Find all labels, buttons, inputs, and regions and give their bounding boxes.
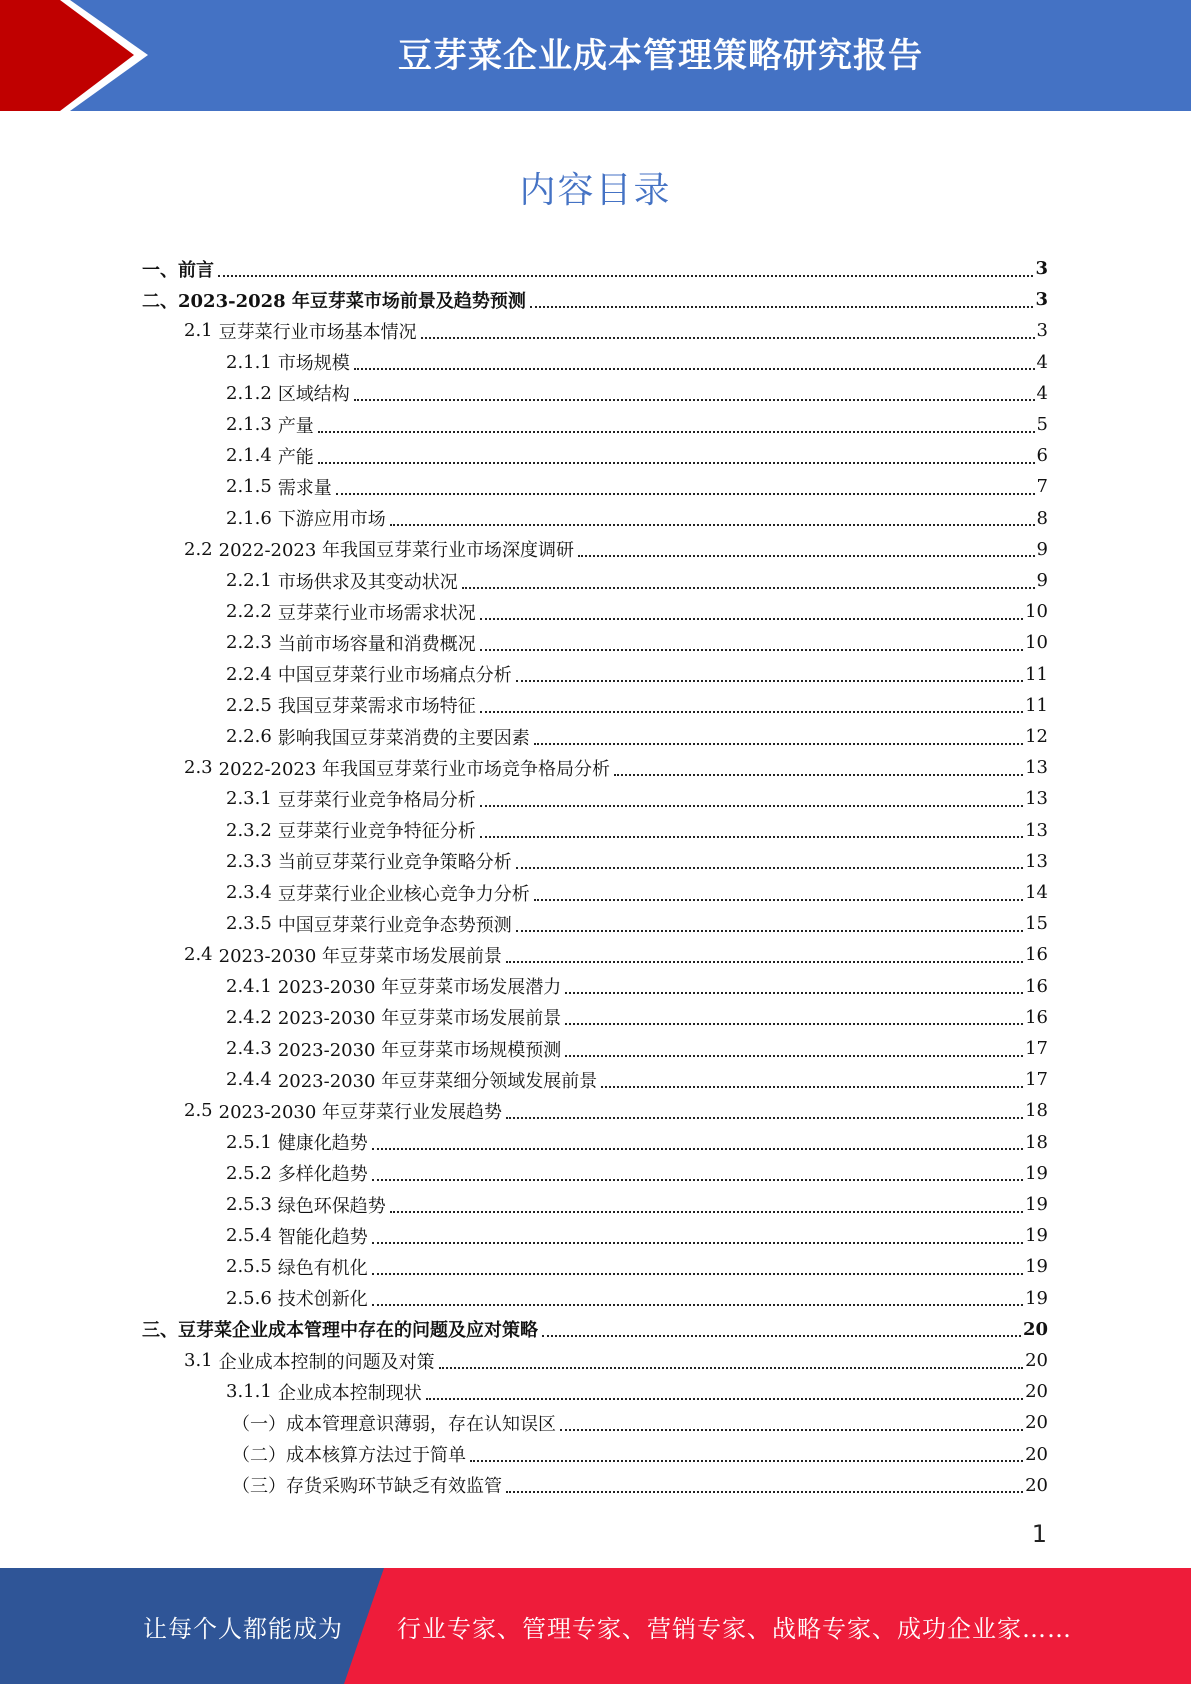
toc-entry-page: 18 xyxy=(1025,1100,1048,1122)
toc-entry-label: 成本核算方法过于简单 xyxy=(286,1445,466,1467)
toc-entry[interactable] xyxy=(226,846,1048,877)
toc-entry-number: 2.5.2 xyxy=(226,1162,272,1184)
toc-entry[interactable] xyxy=(226,378,1048,409)
toc-leader-dots xyxy=(439,1367,1023,1369)
toc-entry[interactable] xyxy=(232,1470,1048,1501)
toc-entry-page: 8 xyxy=(1036,507,1048,529)
toc-entry-page: 14 xyxy=(1025,882,1048,903)
toc-entry-number: 2.5.5 xyxy=(226,1256,272,1278)
toc-entry-page: 6 xyxy=(1036,445,1048,467)
toc-entry[interactable] xyxy=(226,971,1048,1002)
toc-entry-number: 2.4.2 xyxy=(226,1006,272,1028)
toc-entry-label: 中国豆芽菜行业市场痛点分析 xyxy=(277,665,512,687)
toc-entry-number: 2.4.3 xyxy=(226,1038,272,1059)
toc-entry[interactable] xyxy=(226,1283,1048,1314)
toc-entry-page: 13 xyxy=(1025,819,1048,841)
toc-leader-dots xyxy=(318,462,1035,464)
toc-entry-label: 豆芽菜行业竞争格局分析 xyxy=(277,789,476,811)
toc-entry[interactable] xyxy=(226,347,1048,378)
footer-slogan-right: 行业专家、管理专家、营销专家、战略专家、成功企业家…… xyxy=(397,1614,1072,1643)
toc-entry-label: 企业成本控制的问题及对策 xyxy=(218,1351,435,1373)
toc-leader-dots xyxy=(462,587,1035,589)
toc-entry-label: 需求量 xyxy=(277,477,332,499)
toc-leader-dots xyxy=(372,1148,1023,1150)
toc-entry-label: 区域结构 xyxy=(277,384,350,406)
toc-leader-dots xyxy=(318,431,1035,433)
toc-entry-number: 2.2.2 xyxy=(226,601,272,623)
toc-entry[interactable] xyxy=(226,596,1048,627)
toc-entry-number: （三） xyxy=(232,1476,286,1498)
toc-entry-number: 二、 xyxy=(142,290,178,312)
toc-entry-label: 豆芽菜行业竞争特征分析 xyxy=(277,821,476,843)
toc-leader-dots xyxy=(530,306,1034,308)
toc-leader-dots xyxy=(516,867,1023,869)
toc-entry[interactable] xyxy=(226,565,1048,596)
toc-entry-number: 2.5.3 xyxy=(226,1194,272,1215)
toc-entry-number: 2.3.2 xyxy=(226,819,272,841)
toc-entry[interactable] xyxy=(226,1002,1048,1033)
toc-entry-page: 19 xyxy=(1025,1287,1048,1309)
toc-leader-dots xyxy=(534,899,1023,901)
toc-entry-page: 20 xyxy=(1025,1381,1048,1403)
toc-entry-number: 2.2.4 xyxy=(226,663,272,685)
toc-entry-number: 2.1.1 xyxy=(226,351,272,373)
toc-entry-label: 绿色有机化 xyxy=(277,1257,368,1279)
toc-entry-label: 前言 xyxy=(178,259,214,281)
toc-heading: 内容目录 xyxy=(519,170,672,211)
toc-entry-label: 技术创新化 xyxy=(277,1289,368,1311)
toc-entry-page: 3 xyxy=(1036,320,1048,342)
toc-leader-dots xyxy=(578,555,1034,557)
toc-entry[interactable] xyxy=(226,1220,1048,1251)
toc-entry-label: 2022-2023 年我国豆芽菜行业市场深度调研 xyxy=(218,540,575,562)
toc-leader-dots xyxy=(470,1460,1023,1462)
toc-leader-dots xyxy=(614,774,1023,776)
toc-entry-number: 2.3.5 xyxy=(226,913,272,935)
toc-entry-number: 2.1.3 xyxy=(226,414,272,435)
toc-entry-page: 19 xyxy=(1025,1194,1048,1215)
toc-entry-label: 当前市场容量和消费概况 xyxy=(277,633,476,655)
toc-entry[interactable] xyxy=(226,1033,1048,1064)
toc-entry-number: 2.2.5 xyxy=(226,694,272,716)
toc-entry[interactable] xyxy=(226,783,1048,814)
toc-leader-dots xyxy=(565,1055,1023,1057)
toc-entry-label: 我国豆芽菜需求市场特征 xyxy=(277,696,476,718)
toc-entry-number: 2.2.3 xyxy=(226,632,272,654)
toc-entry-page: 20 xyxy=(1025,1350,1048,1371)
toc-entry-page: 3 xyxy=(1035,258,1048,279)
toc-entry-label: 2023-2030 年豆芽菜市场发展前景 xyxy=(277,1008,562,1030)
toc-entry[interactable] xyxy=(226,659,1048,690)
toc-entry[interactable] xyxy=(142,284,1048,315)
toc-entry-number: 一、 xyxy=(142,259,178,281)
toc-entry-label: 豆芽菜企业成本管理中存在的问题及应对策略 xyxy=(178,1320,538,1342)
toc-entry-label: 产量 xyxy=(277,415,314,437)
toc-entry[interactable] xyxy=(226,471,1048,502)
toc-entry-page: 4 xyxy=(1036,382,1048,404)
toc-entry[interactable] xyxy=(226,1127,1048,1158)
toc-leader-dots xyxy=(506,1117,1023,1119)
toc-entry[interactable] xyxy=(232,1439,1048,1470)
toc-entry[interactable] xyxy=(184,534,1048,565)
toc-entry-number: 2.2.1 xyxy=(226,570,272,591)
toc-leader-dots xyxy=(372,1242,1023,1244)
toc-entry-label: 健康化趋势 xyxy=(277,1133,368,1155)
toc-entry-label: 2023-2030 年豆芽菜市场规模预测 xyxy=(277,1039,562,1061)
toc-entry-page: 13 xyxy=(1025,788,1048,810)
toc-entry-label: 豆芽菜行业市场基本情况 xyxy=(218,321,417,343)
toc-entry[interactable] xyxy=(226,690,1048,721)
toc-entry-label: 企业成本控制现状 xyxy=(277,1382,422,1404)
toc-entry-page: 3 xyxy=(1035,289,1048,311)
footer-banner xyxy=(0,1568,1191,1684)
toc-entry-number: 2.1 xyxy=(184,320,213,342)
toc-entry-page: 15 xyxy=(1025,913,1048,935)
toc-leader-dots xyxy=(480,805,1023,807)
toc-entry-page: 9 xyxy=(1036,570,1048,591)
toc-entry[interactable] xyxy=(226,1158,1048,1189)
footer-slogan-left: 让每个人都能成为 xyxy=(143,1614,343,1643)
toc-leader-dots xyxy=(354,368,1035,370)
toc-entry-page: 4 xyxy=(1036,351,1048,373)
toc-entry[interactable] xyxy=(226,409,1048,440)
toc-leader-dots xyxy=(372,1273,1023,1275)
toc-leader-dots xyxy=(506,1491,1023,1493)
toc-entry-label: 市场供求及其变动状况 xyxy=(277,571,458,593)
toc-entry[interactable] xyxy=(142,253,1048,284)
toc-entry[interactable] xyxy=(184,1095,1048,1126)
toc-entry-page: 16 xyxy=(1025,1006,1048,1028)
toc-entry-page: 10 xyxy=(1025,601,1048,623)
toc-entry-page: 16 xyxy=(1025,975,1048,997)
toc-entry-page: 5 xyxy=(1036,414,1048,435)
toc-entry[interactable] xyxy=(184,315,1048,346)
toc-entry-number: 2.1.2 xyxy=(226,382,272,404)
toc-entry-label: 当前豆芽菜行业竞争策略分析 xyxy=(277,852,512,874)
toc-entry-number: 2.4 xyxy=(184,944,213,966)
toc-entry-label: 2022-2023 年我国豆芽菜行业市场竞争格局分析 xyxy=(218,758,611,780)
toc-leader-dots xyxy=(390,524,1035,526)
toc-entry-page: 13 xyxy=(1025,757,1048,779)
toc-entry[interactable] xyxy=(226,627,1048,658)
toc-entry-label: 多样化趋势 xyxy=(277,1164,368,1186)
toc-entry-label: 影响我国豆芽菜消费的主要因素 xyxy=(277,727,530,749)
toc-entry[interactable] xyxy=(226,503,1048,534)
toc-entry-page: 12 xyxy=(1025,726,1048,747)
toc-entry-number: 三、 xyxy=(142,1320,178,1342)
toc-leader-dots xyxy=(372,1304,1023,1306)
toc-entry-page: 13 xyxy=(1025,850,1048,872)
toc-entry-page: 20 xyxy=(1025,1412,1048,1434)
toc-entry-label: 豆芽菜行业企业核心竞争力分析 xyxy=(277,883,530,905)
page-number: 1 xyxy=(1031,1520,1047,1548)
toc-entry-number: 3.1 xyxy=(184,1350,213,1371)
toc-leader-dots xyxy=(565,992,1023,994)
toc-entry-label: 智能化趋势 xyxy=(277,1226,368,1248)
toc-entry-page: 7 xyxy=(1036,476,1048,498)
toc-entry-number: 2.4.1 xyxy=(226,975,272,997)
toc-entry-label: 2023-2030 年豆芽菜市场发展潜力 xyxy=(277,977,562,999)
toc-leader-dots xyxy=(336,493,1035,495)
toc-entry-number: 2.3.4 xyxy=(226,882,272,903)
toc-entry[interactable] xyxy=(142,1314,1048,1345)
toc-entry-number: （二） xyxy=(232,1445,286,1467)
toc-entry-label: 产能 xyxy=(277,446,314,468)
toc-entry-page: 16 xyxy=(1025,944,1048,966)
toc-entry-page: 20 xyxy=(1025,1443,1048,1465)
toc-entry[interactable] xyxy=(184,752,1048,783)
toc-entry-page: 19 xyxy=(1025,1225,1048,1247)
toc-leader-dots xyxy=(480,711,1023,713)
toc-entry-page: 11 xyxy=(1025,663,1048,685)
toc-entry-label: 存货采购环节缺乏有效监管 xyxy=(286,1476,502,1498)
toc-entry-number: 2.1.5 xyxy=(226,476,272,498)
toc-entry-page: 17 xyxy=(1025,1069,1048,1091)
toc-leader-dots xyxy=(516,680,1023,682)
toc-entry-number: 2.3.1 xyxy=(226,788,272,810)
toc-entry[interactable] xyxy=(226,1064,1048,1095)
toc-entry-label: 绿色环保趋势 xyxy=(277,1195,386,1217)
toc-entry-number: 2.5.1 xyxy=(226,1131,272,1153)
toc-entry-label: 2023-2030 年豆芽菜市场发展前景 xyxy=(218,945,503,967)
toc-entry[interactable] xyxy=(226,440,1048,471)
toc-leader-dots xyxy=(601,1086,1023,1088)
toc-entry-page: 20 xyxy=(1025,1474,1048,1496)
toc-leader-dots xyxy=(565,1023,1023,1025)
report-title: 豆芽菜企业成本管理策略研究报告 xyxy=(398,35,923,76)
toc-entry-label: 中国豆芽菜行业竞争态势预测 xyxy=(277,914,512,936)
toc-leader-dots xyxy=(426,1398,1023,1400)
toc-entry-number: 2.2 xyxy=(184,538,213,560)
toc-leader-dots xyxy=(516,930,1023,932)
toc-entry-page: 20 xyxy=(1022,1318,1048,1340)
toc-entry-page: 10 xyxy=(1025,632,1048,654)
toc-entry-number: 2.5 xyxy=(184,1100,213,1122)
toc-entry-label: 2023-2030 年豆芽菜行业发展趋势 xyxy=(218,1101,503,1123)
toc-entry-label: 成本管理意识薄弱，存在认知误区 xyxy=(286,1413,556,1435)
toc-entry-label: 豆芽菜行业市场需求状况 xyxy=(277,602,476,624)
toc-leader-dots xyxy=(534,743,1023,745)
toc-leader-dots xyxy=(421,337,1035,339)
toc-entry-page: 9 xyxy=(1036,538,1048,560)
toc-leader-dots xyxy=(480,836,1023,838)
toc-entry-number: 2.5.4 xyxy=(226,1225,272,1247)
toc-entry-number: 2.1.6 xyxy=(226,507,272,529)
toc-entry-label: 2023-2028 年豆芽菜市场前景及趋势预测 xyxy=(178,290,526,312)
toc-leader-dots xyxy=(218,275,1033,277)
toc-leader-dots xyxy=(390,1211,1023,1213)
toc-entry[interactable] xyxy=(232,1407,1048,1438)
toc-entry-number: （一） xyxy=(232,1413,286,1435)
toc-entry-number: 2.3.3 xyxy=(226,850,272,872)
toc-entry[interactable] xyxy=(226,1251,1048,1282)
toc-leader-dots xyxy=(480,618,1023,620)
header-banner xyxy=(0,0,1191,111)
toc-entry[interactable] xyxy=(226,1376,1048,1407)
toc-leader-dots xyxy=(354,399,1035,401)
toc-leader-dots xyxy=(480,649,1023,651)
toc-entry[interactable] xyxy=(226,877,1048,908)
toc-entry-number: 3.1.1 xyxy=(226,1381,272,1403)
toc-entry[interactable] xyxy=(226,1189,1048,1220)
toc-entry-label: 2023-2030 年豆芽菜细分领域发展前景 xyxy=(277,1070,598,1092)
toc-entry-number: 2.4.4 xyxy=(226,1069,272,1091)
toc-entry[interactable] xyxy=(184,1345,1048,1376)
toc-entry[interactable] xyxy=(226,815,1048,846)
toc-entry-number: 2.1.4 xyxy=(226,445,272,467)
toc-entry-page: 19 xyxy=(1025,1256,1048,1278)
toc-entry-label: 市场规模 xyxy=(277,353,350,375)
toc-entry[interactable] xyxy=(226,908,1048,939)
toc-entry-page: 11 xyxy=(1025,694,1048,716)
toc-entry-page: 17 xyxy=(1025,1038,1048,1059)
toc-entry-label: 下游应用市场 xyxy=(277,509,386,531)
toc-entry[interactable] xyxy=(184,939,1048,970)
toc-entry-number: 2.5.6 xyxy=(226,1287,272,1309)
toc-entry-page: 19 xyxy=(1025,1162,1048,1184)
toc-entry[interactable] xyxy=(226,721,1048,752)
toc-leader-dots xyxy=(372,1179,1023,1181)
toc-entry-page: 18 xyxy=(1025,1131,1048,1153)
toc-entry-number: 2.3 xyxy=(184,757,213,779)
toc-leader-dots xyxy=(560,1429,1023,1431)
toc-entry-number: 2.2.6 xyxy=(226,726,272,747)
toc-leader-dots xyxy=(506,961,1023,963)
toc-leader-dots xyxy=(542,1335,1021,1337)
